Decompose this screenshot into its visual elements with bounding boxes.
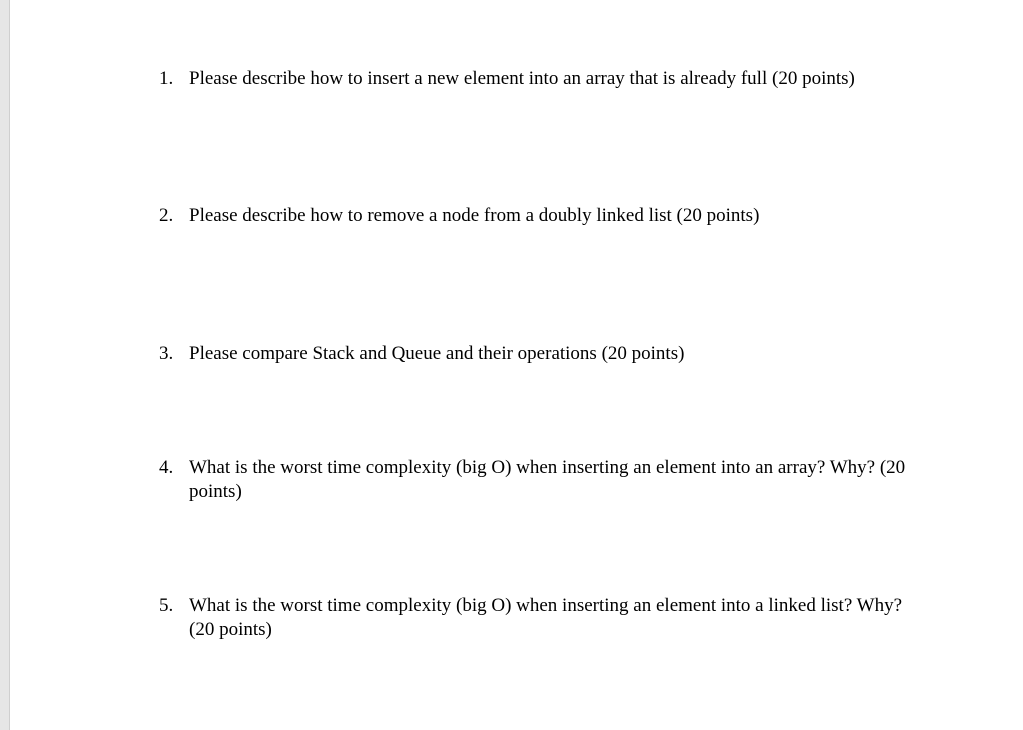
question-number: 3. (159, 343, 174, 364)
question-text: What is the worst time complexity (big O) when inserting an element into a linked list? Why? (20 points) (189, 595, 903, 640)
question-text: Please compare Stack and Queue and their operations (20 points) (189, 343, 685, 364)
left-margin-gutter (0, 0, 10, 730)
question-text: Please describe how to insert a new element into an array that is already full (20 points) (189, 68, 855, 89)
question-number: 5. (159, 595, 174, 616)
question-number: 1. (159, 68, 174, 89)
document-page[interactable] (10, 0, 1023, 730)
question-text: What is the worst time complexity (big O) when inserting an element into an array? Why? (20 points) (189, 457, 906, 502)
question-number: 2. (159, 205, 174, 226)
question-text: Please describe how to remove a node from a doubly linked list (20 points) (189, 205, 760, 226)
question-number: 4. (159, 457, 174, 478)
question-item (159, 204, 919, 228)
question-item (159, 594, 919, 642)
question-item (159, 67, 919, 91)
question-item (159, 456, 919, 504)
question-item (159, 342, 919, 366)
